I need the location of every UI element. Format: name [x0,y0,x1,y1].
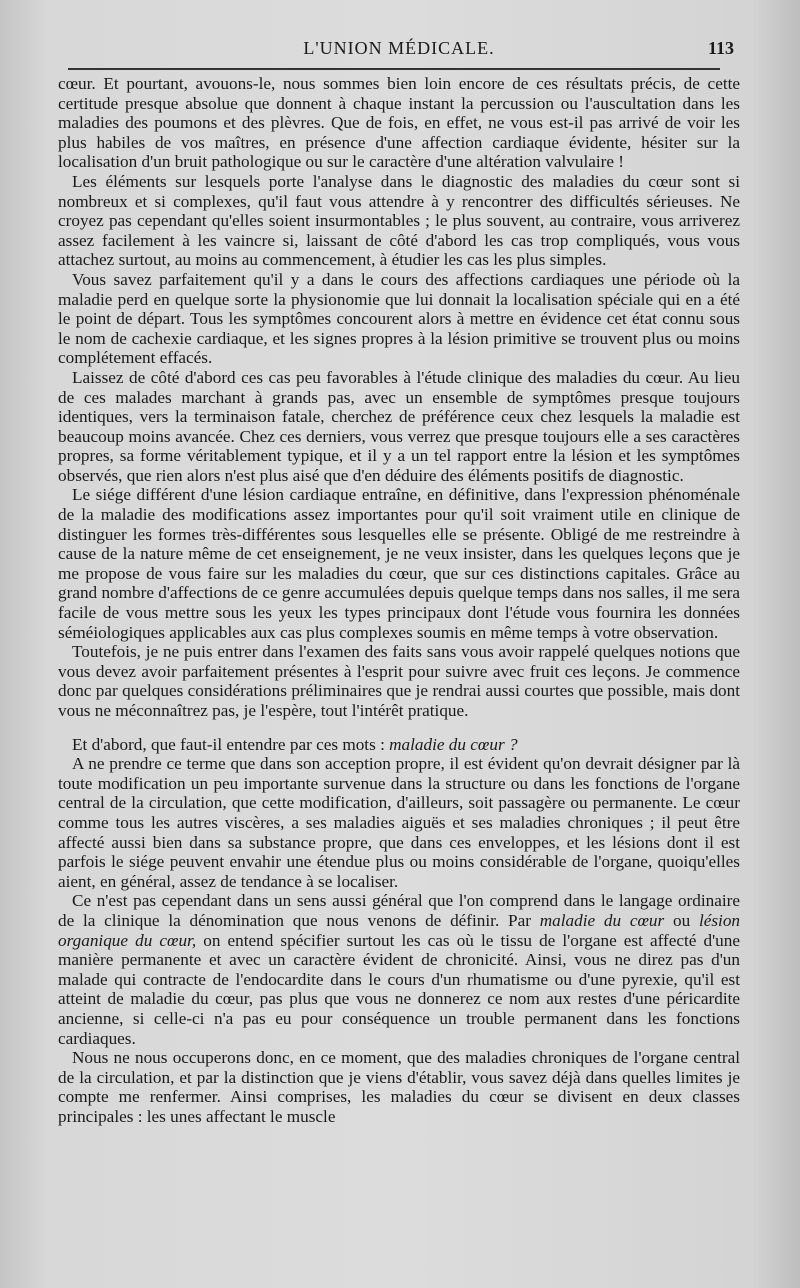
paragraph-9-italic: maladie du cœur [539,910,665,930]
paragraph-9-mid: ou [664,910,699,930]
paragraph-9-italic-2: lésion organique du cœur, [58,910,741,950]
header-rule [68,68,720,70]
paragraph-7 [58,735,740,755]
page-number: 113 [707,38,734,58]
paragraph-9-after: on entend spécifier surtout les cas où le tissu de l'organe est affecté d'une manière permanente et avec un caractère évident de chronicité. Ainsi, vous ne direz pas d'un malade qui contracte de l'endocardite dans le cours d'un rhumatisme ou d'une pyrexie, qu'il est atteint de maladie du cœur, pas plus que vous ne donnerez ce nom aux restes d'une péricardite ancienne, si celle-ci n'a pas eu pour conséquence un trouble permanent dans les fonctions cardiaques. [58,930,740,1048]
paragraph-9 [58,891,740,1048]
paragraph-7-italic: maladie du cœur ? [389,734,518,754]
paragraph-4: Laissez de côté d'abord ces cas peu favorables à l'étude clinique des maladies du cœur. Au lieu de ces malades marchant à grands pas, avec un ensemble de symptômes presque toujours identiques, vers la terminaison fatale, cherchez de préférence ceux chez lesquels la maladie est beaucoup moins avancée. Chez ces derniers, vous verrez que presque toujours elle a ses caractères propres, sa forme véritablement typique, et il y a un tel rapport entre la lésion et les symptômes observés, que rien alors n'est plus aisé que d'en déduire des éléments positifs de diagnostic. [58,367,740,485]
running-title: L'UNION MÉDICALE. [303,38,495,58]
paragraph-10: Nous ne nous occuperons donc, en ce moment, que des maladies chroniques de l'organe central de la circulation, et par la distinction que je viens d'établir, vous savez déjà dans quelles limites je compte me renfermer. Ainsi comprises, les maladies du cœur se divisent en deux classes principales : les unes affectant le muscle [58,1048,740,1126]
body-text [58,74,740,1126]
paragraph-8: A ne prendre ce terme que dans son acception propre, il est évident qu'on devrait désigner par là toute modification un peu importante survenue dans la structure ou dans les fonctions de l'organe central de la circulation, que cette modification, d'ailleurs, soit passagère ou permanente. Le cœur comme tous les autres viscères, a ses maladies aiguës et ses maladies chroniques ; il peut être affecté aussi bien dans sa substance propre, que dans ces enveloppes, et les lésions dont il est parfois le siége peuvent envahir une étendue plus ou moins considérable de l'organe, quoiqu'elles aient, en général, assez de tendance à se localiser. [58,754,740,891]
paragraph-7-text: Et d'abord, que faut-il entendre par ces mots : [72,734,390,754]
page-header [58,38,740,66]
paragraph-6: Toutefois, je ne puis entrer dans l'examen des faits sans vous avoir rappelé quelques notions que vous devez avoir parfaitement présentes à l'esprit pour suivre avec fruit ces leçons. Je commence donc par quelques considérations préliminaires que je rendrai aussi courtes que possible, mais dont vous ne méconnaîtrez pas, je l'espère, tout l'intérêt pratique. [58,642,740,720]
paragraph-5: Le siége différent d'une lésion cardiaque entraîne, en définitive, dans l'expression phénoménale de la maladie des modifications assez importantes pour qu'il soit vraiment utile en clinique de distinguer les formes très-différentes sous lesquelles elle se présente. Obligé de me restreindre à cause de la nature même de cet enseignement, je ne veux insister, dans les quelques leçons que je me propose de vous faire sur les maladies du cœur, que sur ces distinctions capitales. Grâce au grand nombre d'affections de ce genre accumulées depuis quelque temps dans nos salles, il me sera facile de vous mettre sous les yeux les types principaux dont l'étude vous fournira les données séméiologiques applicables aux cas plus complexes soumis en même temps à votre observation. [58,485,740,642]
paragraph-2: Les éléments sur lesquels porte l'analyse dans le diagnostic des maladies du cœur sont si nombreux et si complexes, qu'il faut vous attendre à y rencontrer des difficultés sérieuses. Ne croyez pas cependant qu'elles soient insurmontables ; le plus souvent, au contraire, vous arriverez assez facilement à les vaincre si, laissant de côté d'abord les cas trop compliqués, vous vous attachez surtout, au moins au commencement, à étudier les cas les plus simples. [58,171,740,270]
paragraph-3: Vous savez parfaitement qu'il y a dans le cours des affections cardiaques une période où la maladie perd en quelque sorte la physionomie que lui donnait la localisation spéciale qui en a été le point de départ. Tous les symptômes concourent alors à mettre en évidence cet état connu sous le nom de cachexie cardiaque, et les signes propres à la lésion primitive se trouvent plus ou moins complétement effacés. [58,269,740,368]
paragraph-1: cœur. Et pourtant, avouons-le, nous sommes bien loin encore de ces résultats précis, de cette certitude presque absolue que donnent à chaque instant la percussion ou l'auscultation dans les maladies des poumons et des plèvres. Que de fois, en effet, ne vous est-il pas arrivé de voir les plus habiles de vos maîtres, en présence d'une affection cardiaque évidente, hésiter sur la localisation d'un bruit pathologique ou sur le caractère d'une altération valvulaire ! [58,74,740,172]
paragraph-9-text: Ce n'est pas cependant dans un sens aussi général que l'on comprend dans le langage ordinaire de la clinique la dénomination que nous venons de définir. Par [58,891,740,930]
